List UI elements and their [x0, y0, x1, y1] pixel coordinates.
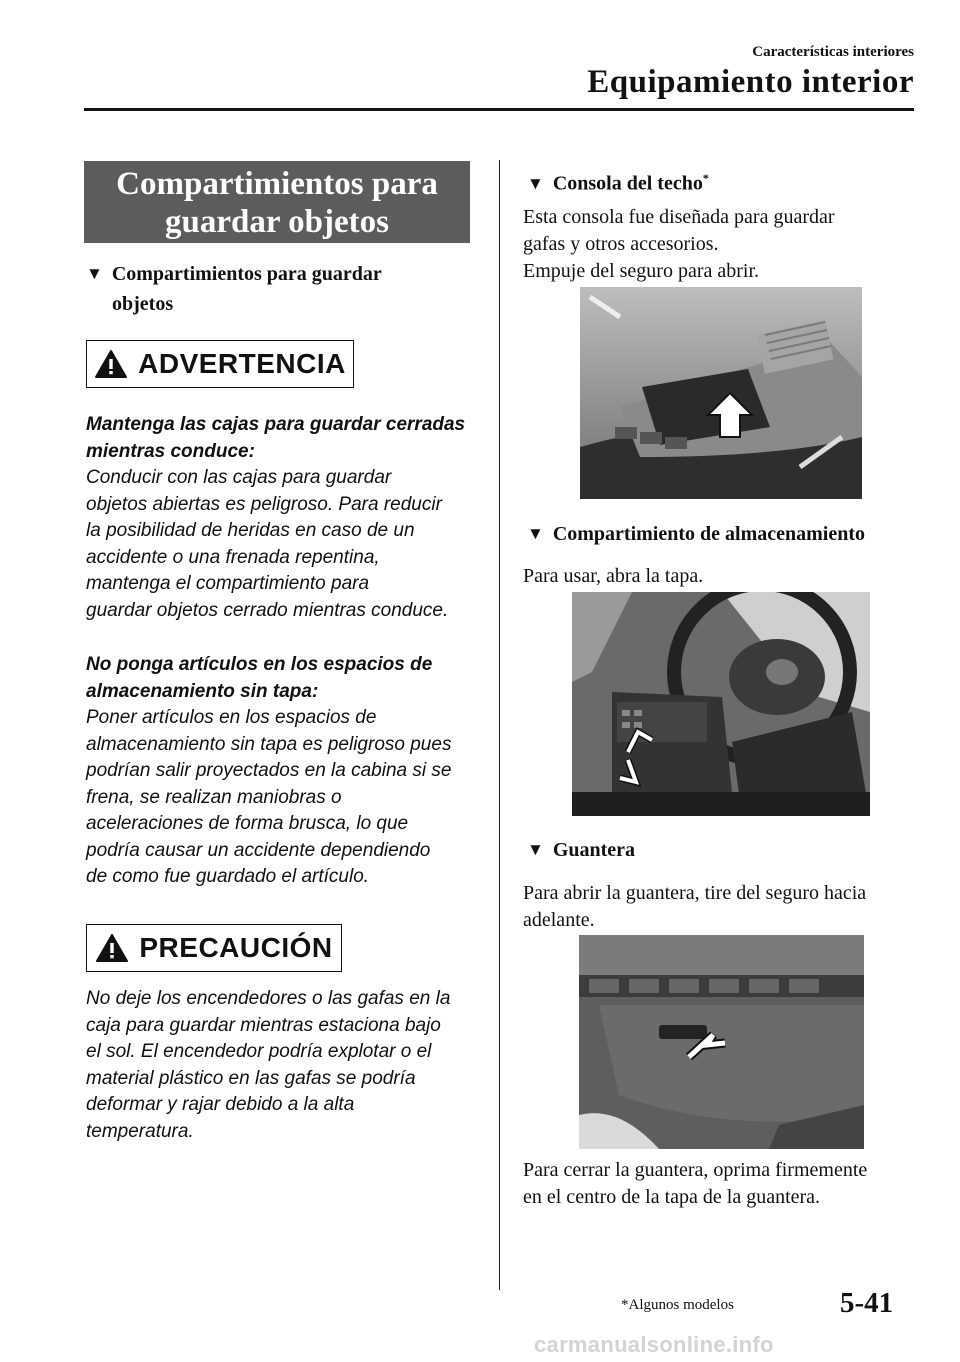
overhead-console-text [523, 204, 835, 285]
subsection-heading-line-1: Compartimientos para guardar [111, 263, 382, 285]
caution-line-2: caja para guardar mientras estaciona bajo [86, 1014, 441, 1036]
overhead-console-photo [580, 287, 862, 499]
warning-label: ADVERTENCIA [138, 348, 346, 379]
column-divider [499, 160, 500, 1290]
caution-triangle-icon [95, 933, 129, 963]
storage-compartment-photo [572, 592, 870, 816]
warning-1-body-line-5: mantenga el compartimiento para [86, 573, 370, 594]
glovebox-close-line-2: en el centro de la tapa de la guantera. [523, 1186, 821, 1208]
caution-body [86, 986, 476, 1145]
caution-line-5: deformar y rajar debido a la alta [86, 1094, 355, 1115]
storage-title: Compartimiento de almacenamiento [552, 523, 865, 545]
caution-box [86, 924, 342, 972]
warning-1-heading-line-2: mientras conduce: [86, 440, 255, 462]
watermark: carmanualsonline.info [534, 1332, 774, 1357]
triangle-bullet-icon: ▼ [86, 264, 103, 283]
storage-line-1: Para usar, abra la tapa. [523, 565, 704, 587]
overhead-line-1: Esta consola fue diseñada para guardar [523, 206, 835, 228]
glovebox-close-line-1: Para cerrar la guantera, oprima firmemente [523, 1159, 868, 1181]
warning-2-body-line-6: podría causar un accidente dependiendo [86, 839, 431, 861]
warning-1-body-line-6: guardar objetos cerrado mientras conduce. [86, 599, 449, 621]
header-rule [84, 108, 914, 111]
caution-line-3: el sol. El encendedor podría explotar o el [86, 1041, 432, 1062]
caution-line-1: No deje los encendedores o las gafas en la [86, 988, 451, 1009]
warning-2-body-line-2: almacenamiento sin tapa es peligroso pues [86, 733, 452, 755]
overhead-line-3: Empuje del seguro para abrir. [523, 260, 760, 282]
caution-line-4: material plástico en las gafas se podría [86, 1067, 416, 1089]
chapter-title: Equipamiento interior [587, 64, 914, 100]
warning-2-body-line-5: aceleraciones de forma brusca, lo que [86, 813, 409, 834]
overhead-console-heading [527, 163, 709, 199]
triangle-bullet-icon: ▼ [527, 524, 544, 543]
overhead-console-title: Consola del techo [552, 172, 703, 195]
some-models-mark: * [702, 171, 709, 185]
overhead-console-illustration [580, 287, 862, 499]
triangle-bullet-icon: ▼ [527, 173, 544, 193]
warning-2-body-line-4: frena, se realizan maniobras o [86, 786, 342, 808]
overhead-line-2: gafas y otros accesorios. [523, 233, 719, 255]
page-number: 5-41 [840, 1287, 894, 1319]
glovebox-open-line-1: Para abrir la guantera, tire del seguro hacia [523, 882, 867, 904]
section-title-line-2: guardar objetos [165, 204, 389, 240]
storage-compartment-illustration [572, 592, 870, 816]
glovebox-open-text [523, 880, 866, 934]
section-title-box [84, 161, 470, 243]
glovebox-heading [527, 835, 635, 865]
warning-2-body-line-1: Poner artículos en los espacios de [86, 707, 377, 728]
triangle-bullet-icon: ▼ [527, 840, 544, 859]
warning-item-1 [86, 412, 476, 624]
warning-item-2 [86, 652, 476, 891]
section-title-line-1: Compartimientos para [116, 166, 438, 202]
warning-triangle-icon [94, 349, 128, 379]
warning-box [86, 340, 354, 388]
glovebox-close-text [523, 1157, 867, 1211]
warning-2-body-line-7: de como fue guardado el artículo. [86, 866, 370, 887]
warning-1-heading-line-1: Mantenga las cajas para guardar cerradas [86, 414, 466, 435]
footnote-some-models: *Algunos modelos [621, 1297, 734, 1313]
warning-1-body-line-2: objetos abiertas es peligroso. Para reducir [86, 493, 442, 515]
warning-2-heading-line-1: No ponga artículos en los espacios de [86, 654, 433, 675]
storage-heading [527, 519, 865, 549]
warning-2-heading-line-2: almacenamiento sin tapa: [86, 680, 319, 702]
glovebox-illustration [579, 935, 864, 1149]
caution-line-6: temperatura. [86, 1120, 194, 1142]
glovebox-title: Guantera [552, 839, 636, 861]
warning-1-body-line-1: Conducir con las cajas para guardar [86, 467, 392, 488]
subsection-heading-line-2: objetos [112, 293, 174, 315]
caution-label: PRECAUCIÓN [139, 932, 333, 963]
warning-1-body-line-4: accidente o una frenada repentina, [86, 546, 380, 568]
glovebox-photo [579, 935, 864, 1149]
storage-text [523, 563, 703, 590]
warning-1-body-line-3: la posibilidad de heridas en caso de un [86, 520, 415, 541]
subsection-heading [86, 259, 382, 319]
warning-2-body-line-3: podrían salir proyectados en la cabina si se [86, 760, 452, 781]
glovebox-open-line-2: adelante. [523, 909, 595, 931]
section-label: Características interiores [752, 44, 914, 60]
